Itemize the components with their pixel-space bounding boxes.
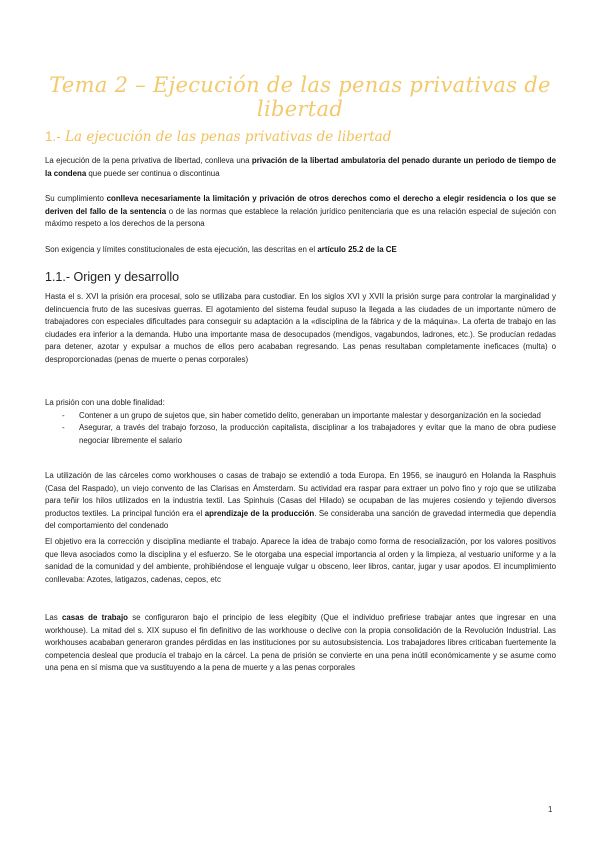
p3-bold: artículo 25.2 de la CE [317,245,397,254]
paragraph-2 [45,193,556,231]
p5-text-c: . Se consideraba una sanción de gravedad intermedia que dependía del comportamiento del condenado [45,508,556,531]
title-line-1: Tema 2 – Ejecución de las penas privativas de [49,73,551,97]
section-1-heading [45,129,391,145]
page-number: 1 [548,805,553,814]
p1-text-c: que puede ser continua o discontinua [86,168,220,178]
list-item: - Asegurar, a través del trabajo forzoso, la producción capitalista, disciplinar a los trabajadores y evitar que la mano de obra pudiese negociar libremente el salario [62,423,556,445]
document-title [40,73,560,121]
p7-text-a: Las [45,613,62,622]
p2-bold: conlleva necesariamente la limitación y privación de otros derechos como el derecho a elegir residencia o los que se deriven del fallo de la sentencia [45,194,556,216]
section-1-title: La ejecución de las penas privativas de libertad [65,129,392,145]
p3-text-a: Son exigencia y límites constitucionales de esta ejecución, las descritas en el [45,245,318,254]
list-item: - Contener a un grupo de sujetos que, sin haber cometido delito, generaban un importante malestar y desorganización en la sociedad [62,410,541,420]
p2-text-a: Su cumplimiento [45,194,107,203]
paragraph-3 [45,244,556,257]
title-line-2: libertad [256,97,344,121]
paragraph-6: El objetivo era la corrección y disciplina mediante el trabajo. Aparece la idea de trabajo como forma de resocialización, por los valores positivos que lleva asociados como la disciplina y el esfuerzo. Se le otorgaba una especial importancia al orden y la limpieza, al vestuario uniforme y a la sanidad de la comunidad y del ambiente, prohibiéndose el lenguaje vulgar u obsceno, leer libros, cantar, jugar y usar apodos. El incumplimiento conllevaba: Azotes, latigazos, cadenas, cepos, etc [45,537,556,584]
section-1-number: 1.- [45,129,61,144]
paragraph-5 [45,470,556,533]
paragraph-7 [45,612,556,675]
paragraph-4: Hasta el s. XVI la prisión era procesal, solo se utilizaba para custodiar. En los siglos XVI y XVII la prisión surge para controlar la marginalidad y delincuencia fruto de las sucesivas guerras. El agotamiento del sistema feudal supuso la llegada a las ciudades de un importante número de trabajadores con especiales dificultades para conseguir su adaptación a la «disciplina de la fábrica y de la máquina». La oferta de trabajo en las ciudades era inferior a la demanda. Hubo una importante masa de desocupados (mendigos, vagabundos, ladrones, etc.). Se producían redadas para detener, azotar y expulsar a muchos de ellos pero acababan regresando. Las penas resultaban completamente ineficaces (multa) o desproporcionadas (penas de muerte o penas corporales) [45,292,556,364]
p5-text-a: La utilización de las cárceles como workhouses o casas de trabajo se extendió a toda Europa. En 1956, se inauguró en Holanda la Rasphuis (Casa del Raspado), un viejo convento de las Clarisas en Ámsterdam. Su actividad era raspar para extraer un polvo fino y rojo que se utilizaba para teñir los hilos utilizados en la industria textil. Las Spinhuis (Casas del Hilado) se ocupaban de las mujeres cosiendo y tejiendo diversos productos textiles. La principal función era el [45,471,556,518]
purpose-list [45,397,556,447]
list-intro: La prisión con una doble finalidad: [45,398,165,407]
p2-text-c: o de las normas que establece la relación jurídico penitenciaria que es una relación especial de sujeción con máximo respeto a los derechos de la persona [45,206,556,229]
paragraph-1 [45,155,556,180]
p1-bold: privación de la libertad ambulatoria del penado durante un periodo de tiempo de la condena [45,156,556,178]
p7-text-c: se configuraron bajo el principio de less elegibity (Que el individuo prefiriese trabajar antes que ingresar en una workhouse). La mitad del s. XIX supuso el fin definitivo de las workhouse o declive con la propia consolidación de la Revolución Industrial. Las workhouses acababan generaron grandes pérdidas en las instituciones por su autosubsistencia. Los trabajadores libres criticaban fuertemente la competencia desleal que producía el trabajo en la cárcel. La pena de prisión se convierte en una pena inútil económicamente y se asume como una pena en sí misma que va sustituyendo a la pena de muerte y a las penas corporales [45,613,556,673]
p5-bold: aprendizaje de la producción [204,508,315,518]
p7-bold: casas de trabajo [61,613,128,622]
section-1-1-heading: 1.1.- Origen y desarrollo [45,270,180,284]
p1-text-a: La ejecución de la pena privativa de libertad, conlleva una [45,156,252,165]
